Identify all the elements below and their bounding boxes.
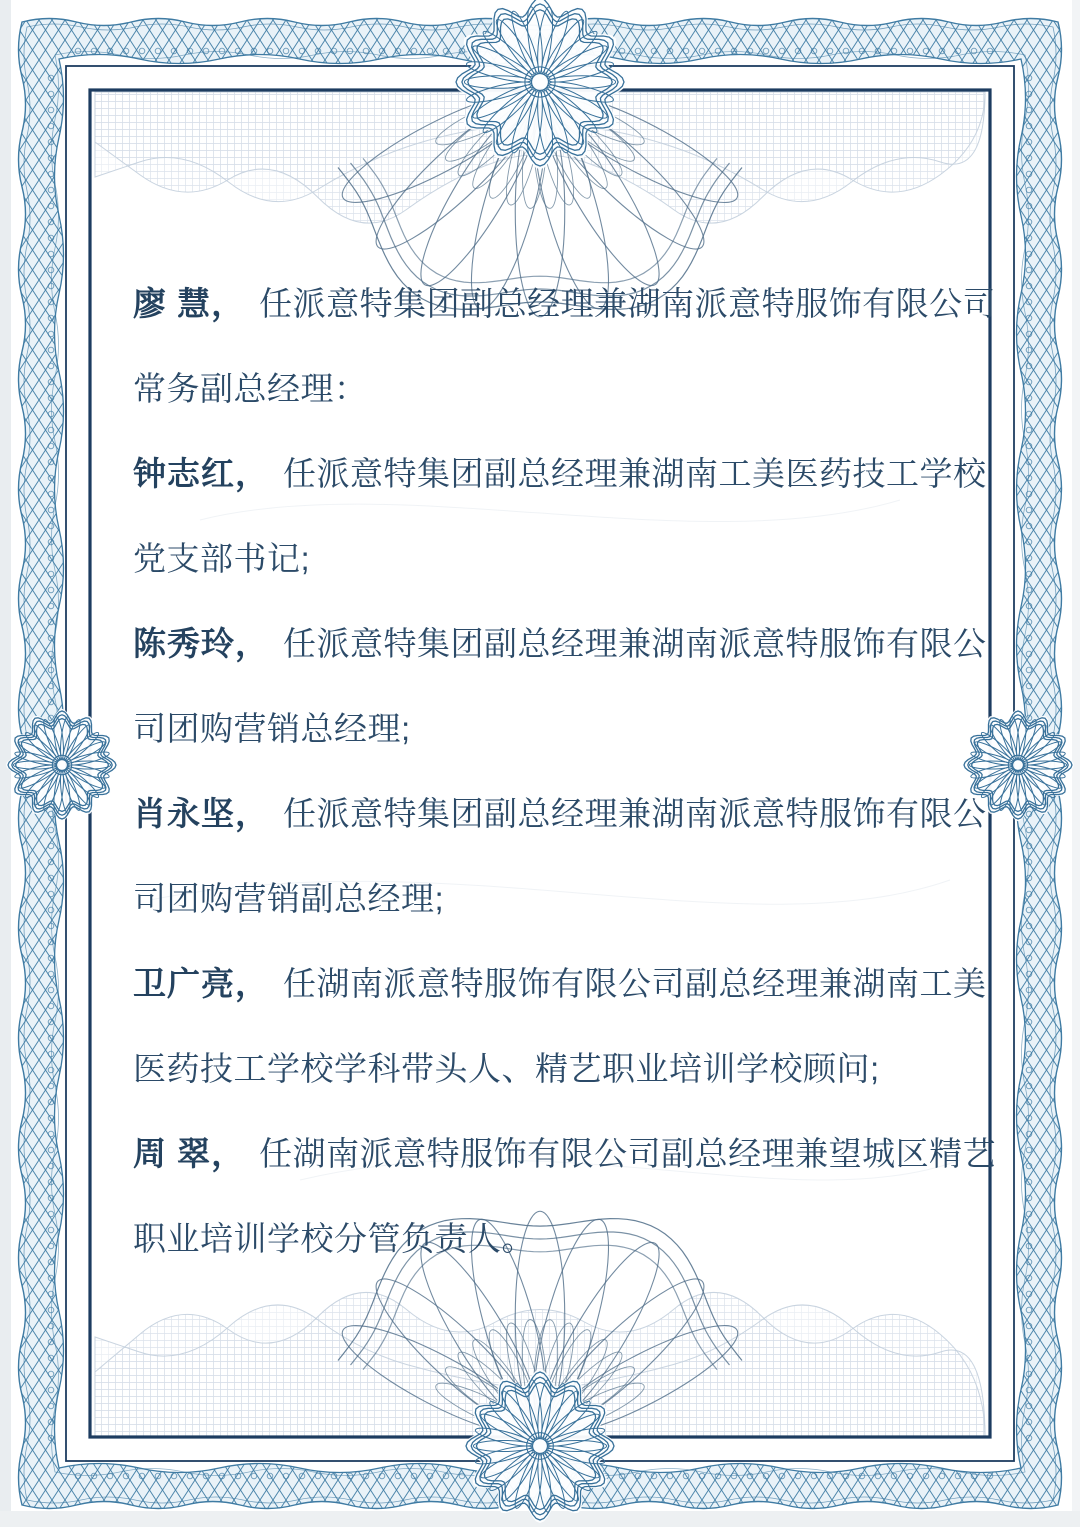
appointment-line: 医药技工学校学科带头人、精艺职业培训学校顾问;	[133, 1050, 880, 1087]
appointment-line	[133, 941, 985, 1026]
person-name: 周 翠，	[133, 1135, 246, 1172]
appointment-text: 任派意特集团副总经理兼湖南派意特服饰有限公	[283, 625, 987, 662]
person-name: 陈秀玲，	[133, 625, 269, 662]
appointment-line	[133, 1111, 997, 1196]
appointment-item	[133, 1111, 997, 1281]
appointment-line: 党支部书记;	[133, 540, 311, 577]
person-name: 肖永坚，	[133, 795, 269, 832]
person-name: 卫广亮，	[133, 965, 269, 1002]
appointment-text: 任湖南派意特服饰有限公司副总经理兼望城区精艺	[259, 1135, 997, 1172]
appointment-item	[133, 601, 985, 771]
appointment-text: 任派意特集团副总经理兼湖南工美医药技工学校	[283, 455, 987, 492]
appointment-item	[133, 431, 985, 601]
appointment-text: 任派意特集团副总经理兼湖南派意特服饰有限公司	[259, 285, 997, 322]
appointment-list	[133, 261, 997, 1281]
person-name: 廖 慧，	[133, 285, 246, 322]
appointment-line: 司团购营销总经理;	[133, 710, 411, 747]
appointment-line	[133, 771, 985, 856]
person-name: 钟志红，	[133, 455, 269, 492]
appointment-item	[133, 941, 985, 1111]
appointment-line	[133, 261, 997, 346]
appointment-item	[133, 771, 985, 941]
appointment-line: 职业培训学校分管负责人。	[133, 1220, 535, 1257]
appointment-line	[133, 431, 985, 516]
appointment-text: 任湖南派意特服饰有限公司副总经理兼湖南工美	[283, 965, 987, 1002]
appointment-line	[133, 601, 985, 686]
appointment-text: 任派意特集团副总经理兼湖南派意特服饰有限公	[283, 795, 987, 832]
appointment-line: 常务副总经理：	[133, 370, 368, 407]
appointment-item	[133, 261, 997, 431]
appointment-line: 司团购营销副总经理;	[133, 880, 445, 917]
